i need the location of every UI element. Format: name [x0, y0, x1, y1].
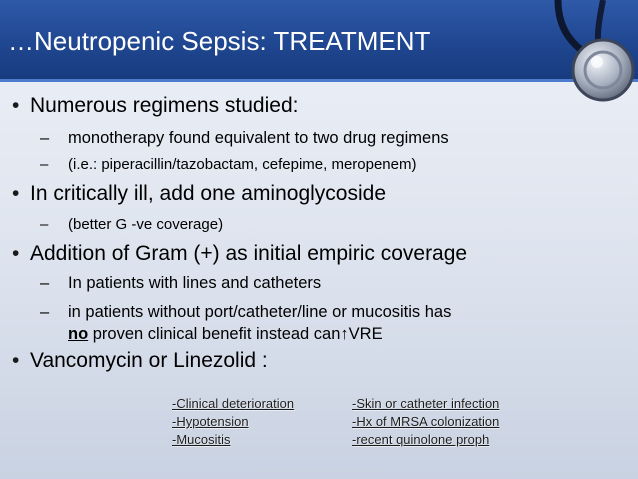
criterion-clinical-deterioration: -Clinical deterioration — [172, 396, 295, 411]
slide-title: …Neutropenic Sepsis: TREATMENT — [8, 26, 431, 56]
bullet-vancomycin: • Vancomycin or Linezolid : — [12, 349, 268, 372]
bullet-regimens: • Numerous regimens studied: — [12, 94, 299, 117]
bullet-dot: • — [12, 349, 20, 372]
criterion-mrsa-colonization: -Hx of MRSA colonization — [352, 414, 500, 429]
sub-bullet-monotherapy: – monotherapy found equivalent to two drug regimens — [40, 129, 449, 147]
criterion-skin-catheter-infection: -Skin or catheter infection — [352, 396, 500, 411]
bullet-aminoglycoside: • In critically ill, add one aminoglycoside — [12, 182, 387, 205]
sub-bullet-coverage: – (better G -ve coverage) — [40, 216, 224, 233]
criterion-hypotension: -Hypotension — [172, 414, 249, 429]
bullet-dot: • — [12, 182, 20, 205]
emphasis-no: no — [68, 325, 89, 343]
criterion-quinolone: -recent quinolone proph — [352, 432, 490, 447]
bullet-gram-positive: • Addition of Gram (+) as initial empiric coverage — [12, 242, 468, 265]
up-arrow-icon: ↑ — [340, 325, 349, 343]
sub-bullet-examples: – (i.e.: piperacillin/tazobactam, cefepime, meropenem) — [40, 156, 417, 173]
bullet-dot: • — [12, 94, 20, 117]
sub-bullet-lines: – In patients with lines and catheters — [40, 274, 322, 292]
sub-bullet-no-port: – in patients without port/catheter/line or mucositis has — [40, 303, 452, 321]
bullet-dot: • — [12, 242, 20, 265]
criterion-mucositis: -Mucositis — [172, 432, 231, 447]
sub-bullet-continuation: no proven clinical benefit instead can↑VRE — [68, 325, 383, 343]
